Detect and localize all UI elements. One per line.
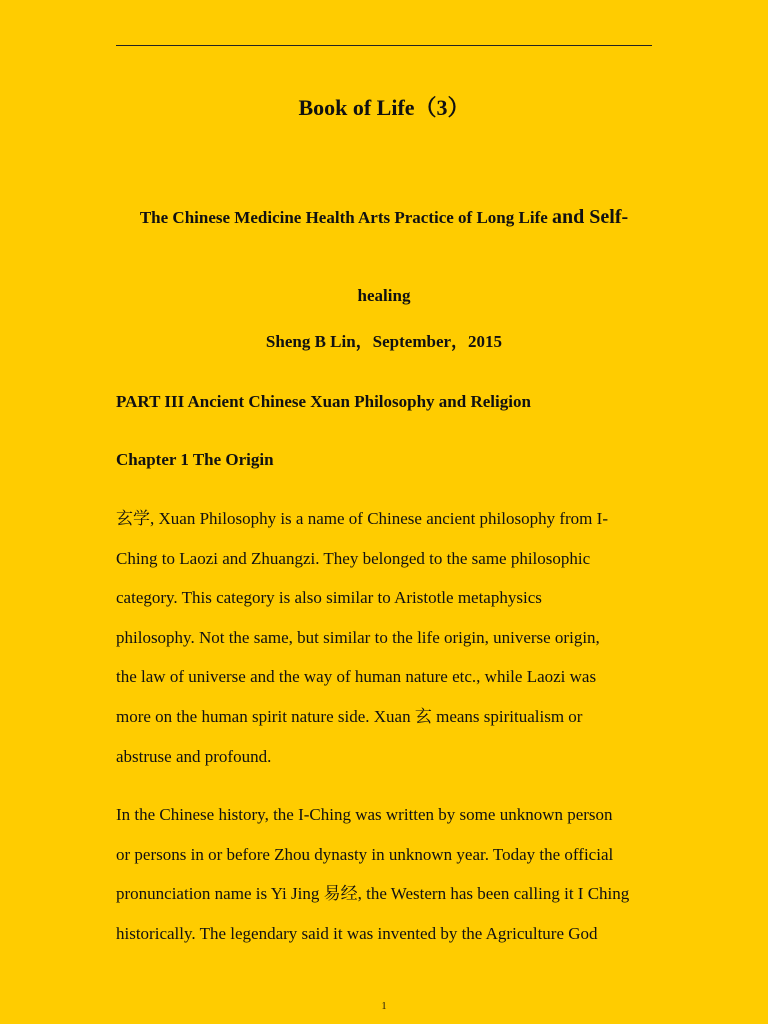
author-date-line: Sheng B Lin，September，2015 — [265, 332, 503, 351]
subtitle-text-part2: and Self- — [552, 206, 629, 228]
document-subtitle — [116, 178, 652, 335]
part-heading: PART III Ancient Chinese Xuan Philosophy and Religion — [116, 392, 531, 411]
paragraph-line: historically. The legendary said it was invented by the Agriculture God — [116, 923, 598, 943]
paragraph-line: or persons in or before Zhou dynasty in unknown year. Today the official — [116, 844, 614, 864]
paragraph-line: In the Chinese history, the I-Ching was written by some unknown person — [116, 805, 613, 824]
paragraph-line: more on the human spirit nature side. Xuan 玄 means spiritualism or — [116, 706, 583, 726]
page-number: 1 — [381, 1001, 387, 1012]
paragraph-line: pronunciation name is Yi Jing 易经, the Western has been calling it I Ching — [116, 884, 630, 904]
paragraph-line: the law of universe and the way of human nature etc., while Laozi was — [116, 667, 597, 687]
paragraph-line: Ching to Laozi and Zhuangzi. They belonged to the same philosophic — [116, 548, 591, 568]
paragraph-1 — [116, 499, 656, 776]
paragraph-line: 玄学, Xuan Philosophy is a name of Chinese ancient philosophy from I- — [116, 509, 608, 528]
paragraph-2 — [116, 795, 656, 953]
subtitle-text-part1: The Chinese Medicine Health Arts Practice of Long Life — [139, 208, 553, 227]
subtitle-text-part3: healing — [357, 286, 411, 305]
header-rule — [116, 45, 652, 46]
paragraph-line: philosophy. Not the same, but similar to the life origin, universe origin, — [116, 627, 600, 647]
chapter-heading: Chapter 1 The Origin — [116, 450, 274, 469]
document-title: Book of Life（3） — [298, 95, 470, 120]
paragraph-line: category. This category is also similar to Aristotle metaphysics — [116, 588, 542, 608]
paragraph-line: abstruse and profound. — [116, 746, 272, 766]
